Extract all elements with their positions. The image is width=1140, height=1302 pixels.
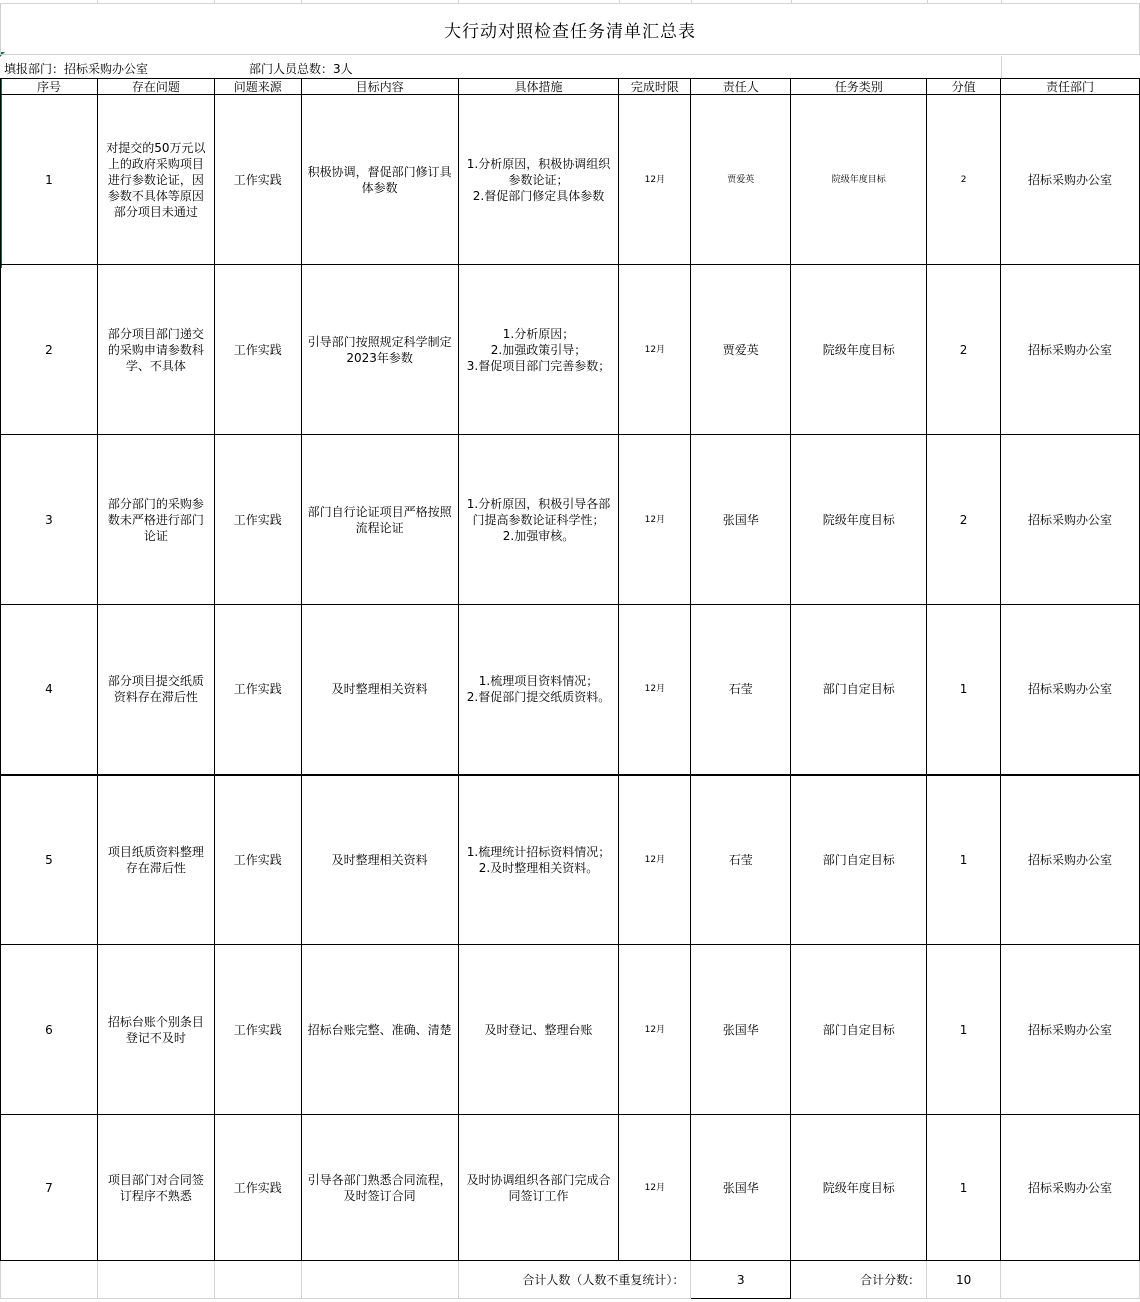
cell-score[interactable]: 1 [927,775,1001,945]
cell-score[interactable]: 2 [927,95,1001,265]
cell-measures[interactable]: 1.分析原因； 2.加强政策引导； 3.督促项目部门完善参数； [458,265,619,435]
cell-dept[interactable]: 招标采购办公室 [1001,605,1140,775]
header-row [1,79,1140,95]
footer-cell[interactable] [97,1261,214,1299]
cell-goal[interactable]: 部门自行论证项目严格按照流程论证 [301,435,458,605]
cell-seq[interactable]: 7 [1,1115,98,1261]
cell-dept[interactable]: 招标采购办公室 [1001,95,1140,265]
table-row [1,435,1140,605]
cell-dept[interactable]: 招标采购办公室 [1001,1115,1140,1261]
cell-measures[interactable]: 1.分析原因，积极引导各部门提高参数论证科学性； 2.加强审核。 [458,435,619,605]
cell-source[interactable]: 工作实践 [214,265,301,435]
header-source[interactable]: 问题来源 [214,79,301,95]
cell-goal[interactable]: 招标台账完整、准确、清楚 [301,945,458,1115]
cell-goal[interactable]: 引导部门按照规定科学制定2023年参数 [301,265,458,435]
cell-goal[interactable]: 引导各部门熟悉合同流程，及时签订合同 [301,1115,458,1261]
header-score[interactable]: 分值 [927,79,1001,95]
cell-category[interactable]: 院级年度目标 [791,435,927,605]
cell-category[interactable]: 院级年度目标 [791,265,927,435]
cell-score[interactable]: 1 [927,945,1001,1115]
total-score-label[interactable]: 合计分数： [791,1261,927,1299]
cell-person[interactable]: 张国华 [691,1115,791,1261]
sheet-title[interactable]: 大行动对照检查任务清单汇总表 [0,4,1140,55]
cell-dept[interactable]: 招标采购办公室 [1001,265,1140,435]
cell-person[interactable]: 石莹 [691,775,791,945]
cell-deadline[interactable]: 12月 [619,1115,691,1261]
footer-cell[interactable] [1,1261,98,1299]
cell-measures[interactable]: 1.梳理项目资料情况； 2.督促部门提交纸质资料。 [458,605,619,775]
cell-person[interactable]: 石莹 [691,605,791,775]
cell-measures[interactable]: 1.梳理统计招标资料情况；2.及时整理相关资料。 [458,775,619,945]
cell-category[interactable]: 院级年度目标 [791,1115,927,1261]
table-row [1,1115,1140,1261]
cell-goal[interactable]: 积极协调，督促部门修订具体参数 [301,95,458,265]
cell-person[interactable]: 张国华 [691,435,791,605]
info-row [0,56,1140,78]
department-label[interactable]: 填报部门：招标采购办公室 [4,62,149,76]
cell-category[interactable]: 部门自定目标 [791,605,927,775]
cell-score[interactable]: 1 [927,605,1001,775]
headcount-label[interactable]: 部门人员总数：3人 [249,62,353,76]
table-row [1,95,1140,265]
header-goal[interactable]: 目标内容 [301,79,458,95]
cell-seq[interactable]: 3 [1,435,98,605]
header-deadline[interactable]: 完成时限 [619,79,691,95]
footer-row [1,1261,1140,1299]
cell-deadline[interactable]: 12月 [619,605,691,775]
cell-goal[interactable]: 及时整理相关资料 [301,605,458,775]
total-people-label[interactable]: 合计人数（人数不重复统计）： [458,1261,691,1299]
cell-seq[interactable]: 5 [1,775,98,945]
cell-problem[interactable]: 部分部门的采购参数未严格进行部门论证 [97,435,214,605]
cell-measures[interactable]: 及时协调组织各部门完成合同签订工作 [458,1115,619,1261]
cell-category[interactable]: 部门自定目标 [791,775,927,945]
cell-dept[interactable]: 招标采购办公室 [1001,775,1140,945]
cell-deadline[interactable]: 12月 [619,435,691,605]
cell-measures[interactable]: 1.分析原因，积极协调组织参数论证； 2.督促部门修定具体参数 [458,95,619,265]
cell-problem[interactable]: 项目纸质资料整理存在滞后性 [97,775,214,945]
cell-person[interactable]: 贾爱英 [691,95,791,265]
cell-seq[interactable]: 4 [1,605,98,775]
cell-person[interactable]: 贾爱英 [691,265,791,435]
cell-source[interactable]: 工作实践 [214,945,301,1115]
footer-cell[interactable] [214,1261,301,1299]
cell-source[interactable]: 工作实践 [214,1115,301,1261]
cell-score[interactable]: 2 [927,265,1001,435]
cell-source[interactable]: 工作实践 [214,775,301,945]
cell-measures[interactable]: 及时登记、整理台账 [458,945,619,1115]
cell-problem[interactable]: 部分项目提交纸质资料存在滞后性 [97,605,214,775]
header-measures[interactable]: 具体措施 [458,79,619,95]
cell-goal[interactable]: 及时整理相关资料 [301,775,458,945]
footer-cell[interactable] [301,1261,458,1299]
cell-deadline[interactable]: 12月 [619,95,691,265]
cell-deadline[interactable]: 12月 [619,945,691,1115]
cell-source[interactable]: 工作实践 [214,95,301,265]
cell-deadline[interactable]: 12月 [619,265,691,435]
header-dept[interactable]: 责任部门 [1001,79,1140,95]
table-row [1,945,1140,1115]
cell-category[interactable]: 院级年度目标 [791,95,927,265]
cell-problem[interactable]: 部分项目部门递交的采购申请参数科学、不具体 [97,265,214,435]
cell-deadline[interactable]: 12月 [619,775,691,945]
cell-category[interactable]: 部门自定目标 [791,945,927,1115]
cell-score[interactable]: 1 [927,1115,1001,1261]
footer-cell[interactable] [1001,1261,1140,1299]
cell-problem[interactable]: 招标台账个别条目登记不及时 [97,945,214,1115]
cell-person[interactable]: 张国华 [691,945,791,1115]
cell-seq[interactable]: 6 [1,945,98,1115]
table-row [1,265,1140,435]
cell-seq[interactable]: 2 [1,265,98,435]
cell-dept[interactable]: 招标采购办公室 [1001,435,1140,605]
cell-source[interactable]: 工作实践 [214,435,301,605]
header-person[interactable]: 责任人 [691,79,791,95]
table-row [1,605,1140,775]
cell-dept[interactable]: 招标采购办公室 [1001,945,1140,1115]
cell-problem[interactable]: 项目部门对合同签订程序不熟悉 [97,1115,214,1261]
total-score-value[interactable]: 10 [927,1261,1001,1299]
cell-source[interactable]: 工作实践 [214,605,301,775]
header-category[interactable]: 任务类别 [791,79,927,95]
cell-score[interactable]: 2 [927,435,1001,605]
cell-problem[interactable]: 对提交的50万元以上的政府采购项目进行参数论证，因参数不具体等原因部分项目未通过 [97,95,214,265]
cell-seq[interactable]: 1 [1,95,98,265]
total-people-value[interactable]: 3 [691,1261,791,1299]
table-row [1,775,1140,945]
header-problem[interactable]: 存在问题 [97,79,214,95]
header-seq[interactable]: 序号 [1,79,98,95]
task-table [0,78,1140,1299]
